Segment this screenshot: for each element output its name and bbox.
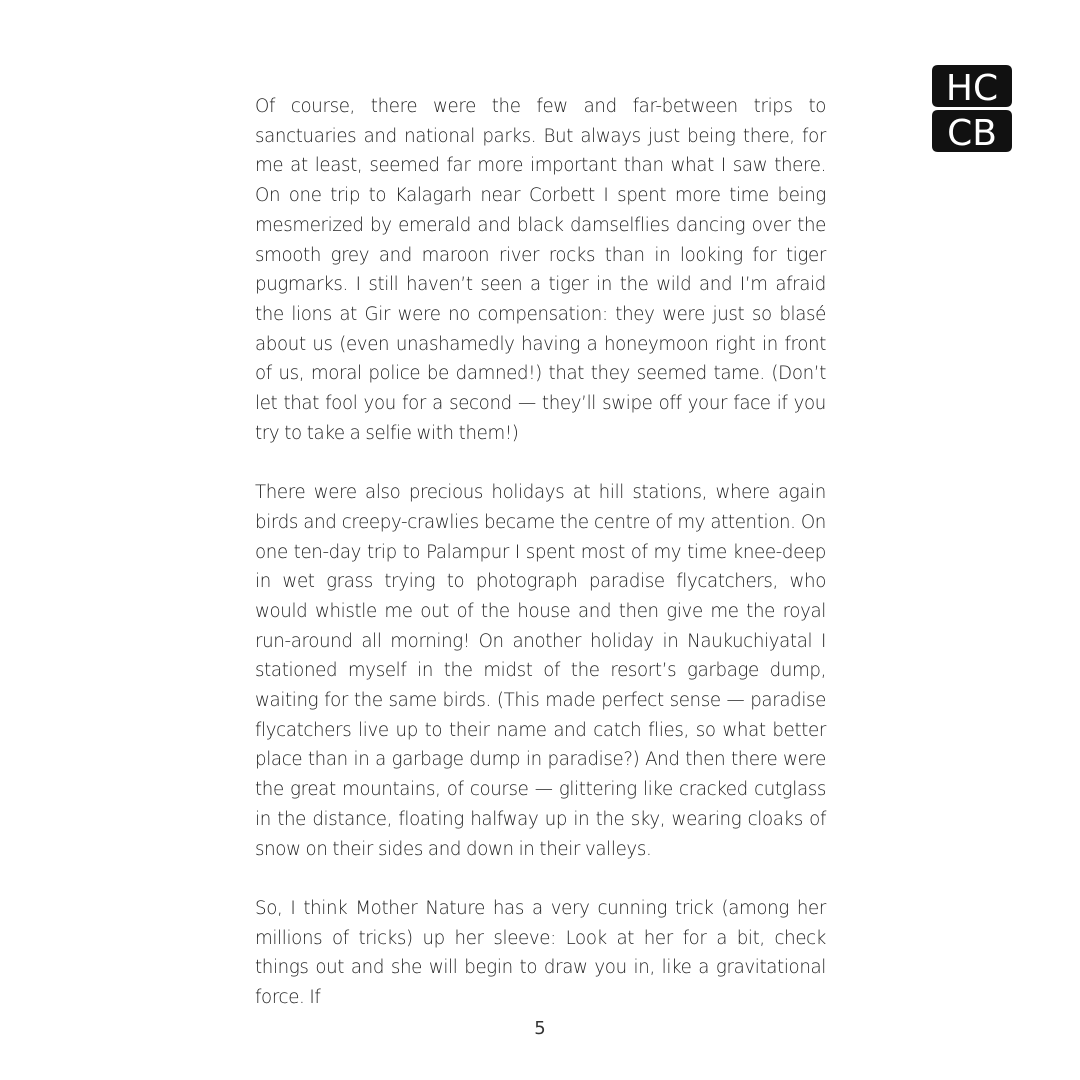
body-text xyxy=(255,92,826,1013)
paragraph-1: Of course, there were the few and far-between trips to sanctuaries and national parks. But always just being there, for me at least, seemed far more important than what I saw there. On one trip to Kalagarh near Corbett I spent more time being mesmerized by emerald and black damselflies dancing over the smooth grey and maroon river rocks than in looking for tiger pugmarks. I still haven’t seen a tiger in the wild and I’m afraid the lions at Gir were no compensation: they were just so blasé about us (even unashamedly having a honeymoon right in front of us, moral police be damned!) that they seemed tame. (Don’t let that fool you for a second — they’ll swipe off your face if you try to take a selfie with them!) xyxy=(255,96,826,444)
publisher-logo xyxy=(932,65,1012,152)
logo-bottom-text: CB xyxy=(947,113,997,152)
page-number: 5 xyxy=(534,1018,546,1039)
paragraph-2: There were also precious holidays at hill stations, where again birds and creepy-crawlies became the centre of my attention. On one ten-day trip to Palampur I spent most of my time knee-deep in wet grass trying to photograph paradise flycatchers, who would whistle me out of the house and then give me the royal run-around all morning! On another holiday in Naukuchiyatal I stationed myself in the midst of the resort’s garbage dump, waiting for the same birds. (This made perfect sense — paradise flycatchers live up to their name and catch flies, so what better place than in a garbage dump in paradise?) And then there were the great mountains, of course — glittering like cracked cutglass in the distance, floating halfway up in the sky, wearing cloaks of snow on their sides and down in their valleys. xyxy=(255,482,826,860)
logo-top-text: HC xyxy=(945,68,999,109)
paragraph-3: So, I think Mother Nature has a very cunning trick (among her millions of tricks) up her sleeve: Look at her for a bit, check things out and she will begin to draw you in, like a gravitational force. If xyxy=(255,897,826,1009)
